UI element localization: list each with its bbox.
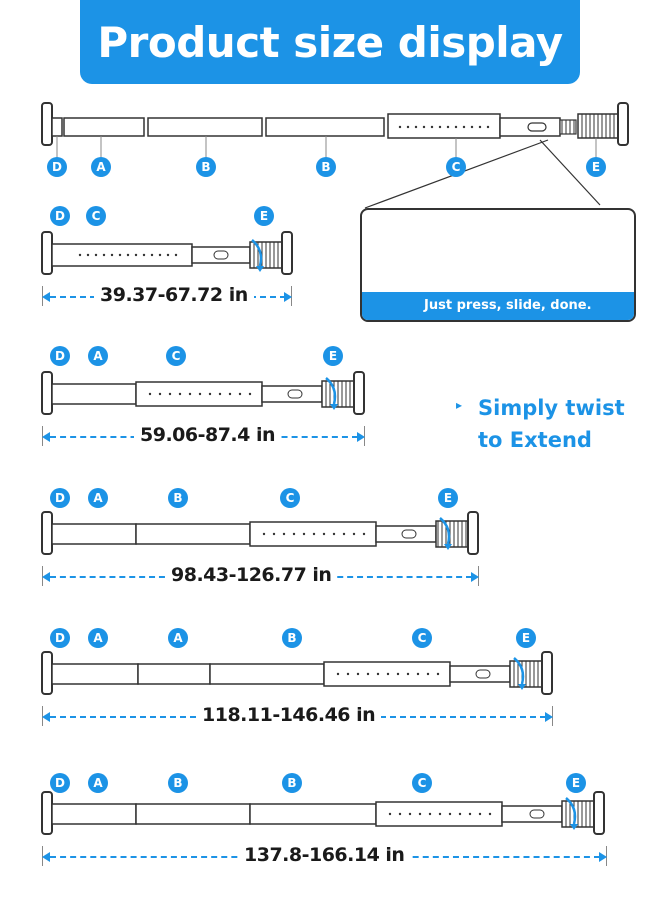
label-b: B — [168, 488, 188, 508]
label-c: C — [412, 628, 432, 648]
label-b: B — [168, 773, 188, 793]
label-e: E — [254, 206, 274, 226]
rod-full — [42, 103, 628, 208]
label-a: A — [91, 157, 111, 177]
label-e: E — [566, 773, 586, 793]
twist-line-1: Simply twist — [478, 396, 625, 420]
label-c: C — [166, 346, 186, 366]
label-a: A — [88, 488, 108, 508]
twist-note — [458, 392, 625, 456]
label-e: E — [438, 488, 458, 508]
label-c: C — [412, 773, 432, 793]
label-d: D — [50, 773, 70, 793]
label-a: A — [88, 628, 108, 648]
twist-line-2: to Extend — [478, 428, 592, 452]
dimension-label: 98.43-126.77 in — [165, 564, 337, 586]
dimension-label: 39.37-67.72 in — [94, 284, 254, 306]
label-b: B — [282, 628, 302, 648]
callout-box — [360, 208, 636, 322]
page-title: Product size display — [97, 17, 563, 67]
label-d: D — [50, 346, 70, 366]
label-b: B — [316, 157, 336, 177]
rod-5 — [42, 792, 604, 834]
label-d: D — [50, 628, 70, 648]
rod-1 — [42, 232, 292, 274]
bullet-icon: ▸ — [456, 398, 463, 412]
label-d: D — [50, 488, 70, 508]
dimension-label: 118.11-146.46 in — [196, 704, 381, 726]
label-e: E — [323, 346, 343, 366]
label-c: C — [446, 157, 466, 177]
callout-caption: Just press, slide, done. — [362, 292, 634, 320]
dimension-label: 137.8-166.14 in — [238, 844, 410, 866]
label-a: A — [88, 773, 108, 793]
label-a: A — [88, 346, 108, 366]
label-e: E — [586, 157, 606, 177]
label-b: B — [282, 773, 302, 793]
label-a: A — [168, 628, 188, 648]
dimension-label: 59.06-87.4 in — [134, 424, 281, 446]
label-b: B — [196, 157, 216, 177]
rod-4 — [42, 652, 552, 694]
label-c: C — [86, 206, 106, 226]
rod-3 — [42, 512, 478, 554]
label-d: D — [50, 206, 70, 226]
label-c: C — [280, 488, 300, 508]
label-e: E — [516, 628, 536, 648]
label-d: D — [47, 157, 67, 177]
rod-2 — [42, 372, 364, 414]
